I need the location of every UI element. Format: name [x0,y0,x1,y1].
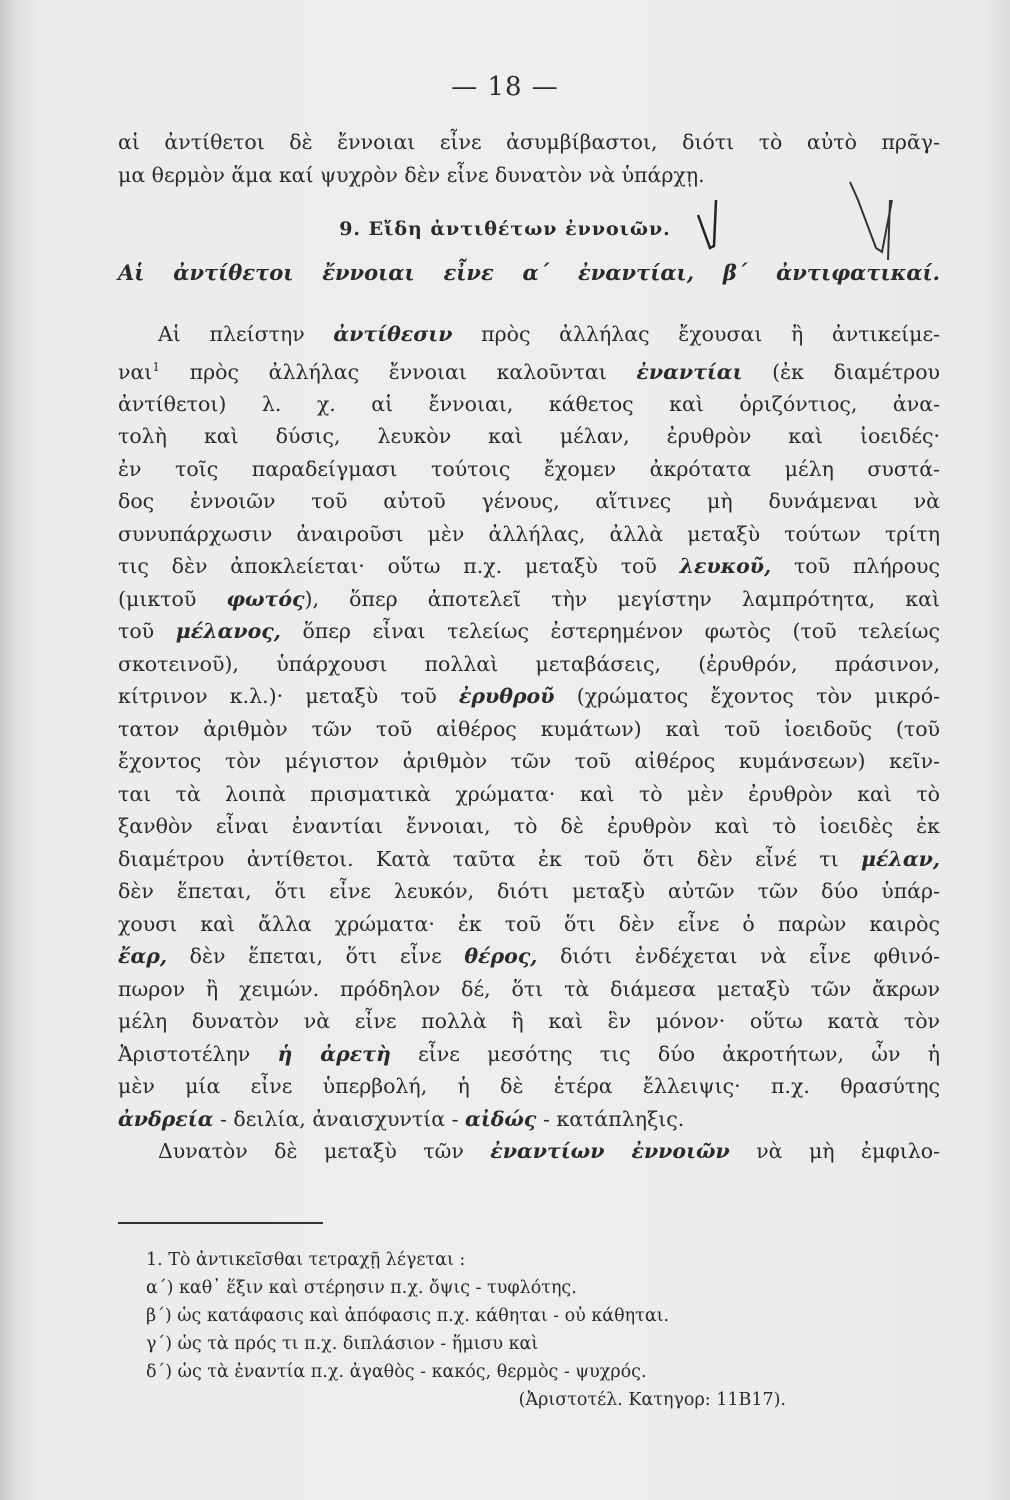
text-line: ἀντίθετοι) λ. χ. αἱ ἔννοιαι, κάθετος καὶ ὁριζόντιος, ἀνα- [118,391,940,416]
text-line: χουσι καὶ ἄλλα χρώματα· ἐκ τοῦ ὅτι δὲν εἶνε ὁ παρὼν καιρὸς [118,911,940,936]
text-line: δος ἐννοιῶν τοῦ αὐτοῦ γένους, αἵτινες μὴ δυνάμεναι νὰ [118,489,940,514]
term-theros: θέρος, [464,944,538,969]
footnote-item: α΄) καθ᾽ ἕξιν καὶ στέρησιν π.χ. ὄψις - τυφλότης. [146,1278,577,1298]
text-line: ται τὰ λοιπὰ πρισματικὰ χρώματα· καὶ τὸ μὲν ἐρυθρὸν καὶ τὸ [118,781,940,806]
text-line: ναι$^1$ πρὸς ἀλλήλας ἔννοιαι καλοῦνται ἐναντίαι (ἐκ διαμέτρου [118,359,940,384]
text-line: μὲν μία εἶνε ὑπερβολή, ἡ δὲ ἑτέρα ἔλλειψις· π.χ. θρασύτης [118,1074,940,1099]
text-line: ἐν τοῖς παραδείγμασι τούτοις ἔχομεν ἀκρότατα μέλη συστά- [118,456,940,481]
text-line: διαμέτρου ἀντίθετοι. Κατὰ ταῦτα ἐκ τοῦ ὅτι δὲν εἶνέ τι μέλαν, [118,846,940,871]
text-line: κίτρινον κ.λ.)· μεταξὺ τοῦ ἐρυθροῦ (χρώματος ἔχοντος τὸν μικρό- [118,684,940,709]
text-line: μέλη δυνατὸν νὰ εἶνε πολλὰ ἢ καὶ ἓν μόνον· οὕτω κατὰ τὸν [118,1009,940,1034]
text-line: τατον ἀριθμὸν τῶν τοῦ αἰθέρος κυμάτων) καὶ τοῦ ἰοειδοῦς (τοῦ [118,716,940,741]
section-subheading: Αἱ ἀντίθετοι ἔννοιαι εἶνε α΄ ἐναντίαι, β΄ ἀντιφατικαί. [118,260,940,285]
text-line: ξανθὸν εἶναι ἐναντίαι ἔννοιαι, τὸ δὲ ἐρυθρὸν καὶ τὸ ἰοειδὲς ἐκ [118,814,940,839]
text-line: αἱ ἀντίθετοι δὲ ἔννοιαι εἶνε ἀσυμβίβαστοι, διότι τὸ αὐτὸ πρᾶγ- [118,130,940,154]
text-line: Ἀριστοτέλην ἡ ἀρετὴ εἶνε μεσότης τις δύο ἀκροτήτων, ὧν ἡ [118,1041,940,1066]
text-line: Αἱ πλείστην ἀντίθεσιν πρὸς ἀλλήλας ἔχουσαι ἢ ἀντικείμε- [158,322,940,346]
term-enantion-ennoion: ἐναντίων ἐννοιῶν [490,1139,730,1164]
term-melanos: μέλανος, [175,619,281,644]
footnotes [146,1246,846,1414]
term-enantiai: ἐναντίαι [636,359,743,384]
main-paragraph [118,318,940,1168]
text-line: Δυνατὸν δὲ μεταξὺ τῶν ἐναντίων ἐννοιῶν νὰ μὴ ἐμφιλο- [158,1139,940,1164]
term-photos: φωτός [226,586,305,611]
text-line: τις δὲν ἀποκλείεται· οὕτω π.χ. μεταξὺ τοῦ λευκοῦ, τοῦ πλήρους [118,554,941,579]
text-line: (μικτοῦ φωτός), ὅπερ ἀποτελεῖ τὴν μεγίστην λαμπρότητα, καὶ [118,586,940,611]
text-line: ἀνδρεία - δειλία, ἀναισχυντία - αἰδώς - κατάπληξις. [118,1106,685,1131]
footnote-item: δ΄) ὡς τὰ ἐναντία π.χ. ἀγαθὸς - κακός, θερμὸς - ψυχρός. [146,1362,647,1382]
text-line: ἔχοντος τὸν μέγιστον ἀριθμὸν τῶν τοῦ αἰθέρος κυμάνσεων) κεῖν- [118,749,940,774]
term-antithesis: ἀντίθεσιν [333,322,453,346]
term-erythrou: ἐρυθροῦ [458,684,555,709]
footnote-marker: 1 [152,359,160,374]
text-line: δὲν ἕπεται, ὅτι εἶνε λευκόν, διότι μεταξὺ αὐτῶν τῶν δύο ὑπάρ- [118,879,940,904]
text-line: ἔαρ, δὲν ἕπεται, ὅτι εἶνε θέρος, διότι ἐνδέχεται νὰ εἶνε φθινό- [118,944,940,969]
term-andreia: ἀνδρεία [118,1106,214,1131]
term-leukou: λευκοῦ, [679,554,772,579]
text-line: πωρον ἢ χειμών. πρόδηλον δέ, ὅτι τὰ διάμεσα μεταξὺ τῶν ἄκρων [118,976,940,1001]
footnote-divider [118,1222,323,1224]
handwritten-check-mark [640,160,940,270]
footnote-intro: 1. Τὸ ἀντικεῖσθαι τετραχῇ λέγεται : [146,1250,466,1270]
term-melan: μέλαν, [861,846,940,871]
term-arete: ἡ ἀρετὴ [277,1041,391,1066]
page-number: — 18 — [451,72,559,102]
footnote-reference: (Ἀριστοτέλ. Κατηγορ: 11B17). [518,1390,786,1410]
section-heading: 9. Εἴδη ἀντιθέτων ἐννοιῶν. [339,218,671,240]
footnote-item: γ΄) ὡς τὰ πρός τι π.χ. διπλάσιον - ἥμισυ καὶ [146,1334,539,1354]
footnote-item: β΄) ὡς κατάφασις καὶ ἀπόφασις π.χ. κάθηται - οὐ κάθηται. [146,1306,670,1326]
text-line: μα θερμὸν ἅμα καί ψυχρὸν δὲν εἶνε δυνατὸν νὰ ὑπάρχῃ. [118,162,705,187]
text-line: τοῦ μέλανος, ὅπερ εἶναι τελείως ἐστερημένον φωτὸς (τοῦ τελείως [118,619,940,644]
term-aidos: αἰδώς [465,1106,537,1131]
text-line: τολὴ καὶ δύσις, λευκὸν καὶ μέλαν, ἐρυθρὸν καὶ ἰοειδές· [118,424,940,449]
text-line: συνυπάρχωσιν ἀναιροῦσι μὲν ἀλλήλας, ἀλλὰ μεταξὺ τούτων τρίτη [118,521,940,546]
term-ear: ἔαρ, [118,944,168,969]
text-line: σκοτεινοῦ), ὑπάρχουσι πολλαὶ μεταβάσεις, (ἐρυθρόν, πράσινον, [118,651,940,676]
